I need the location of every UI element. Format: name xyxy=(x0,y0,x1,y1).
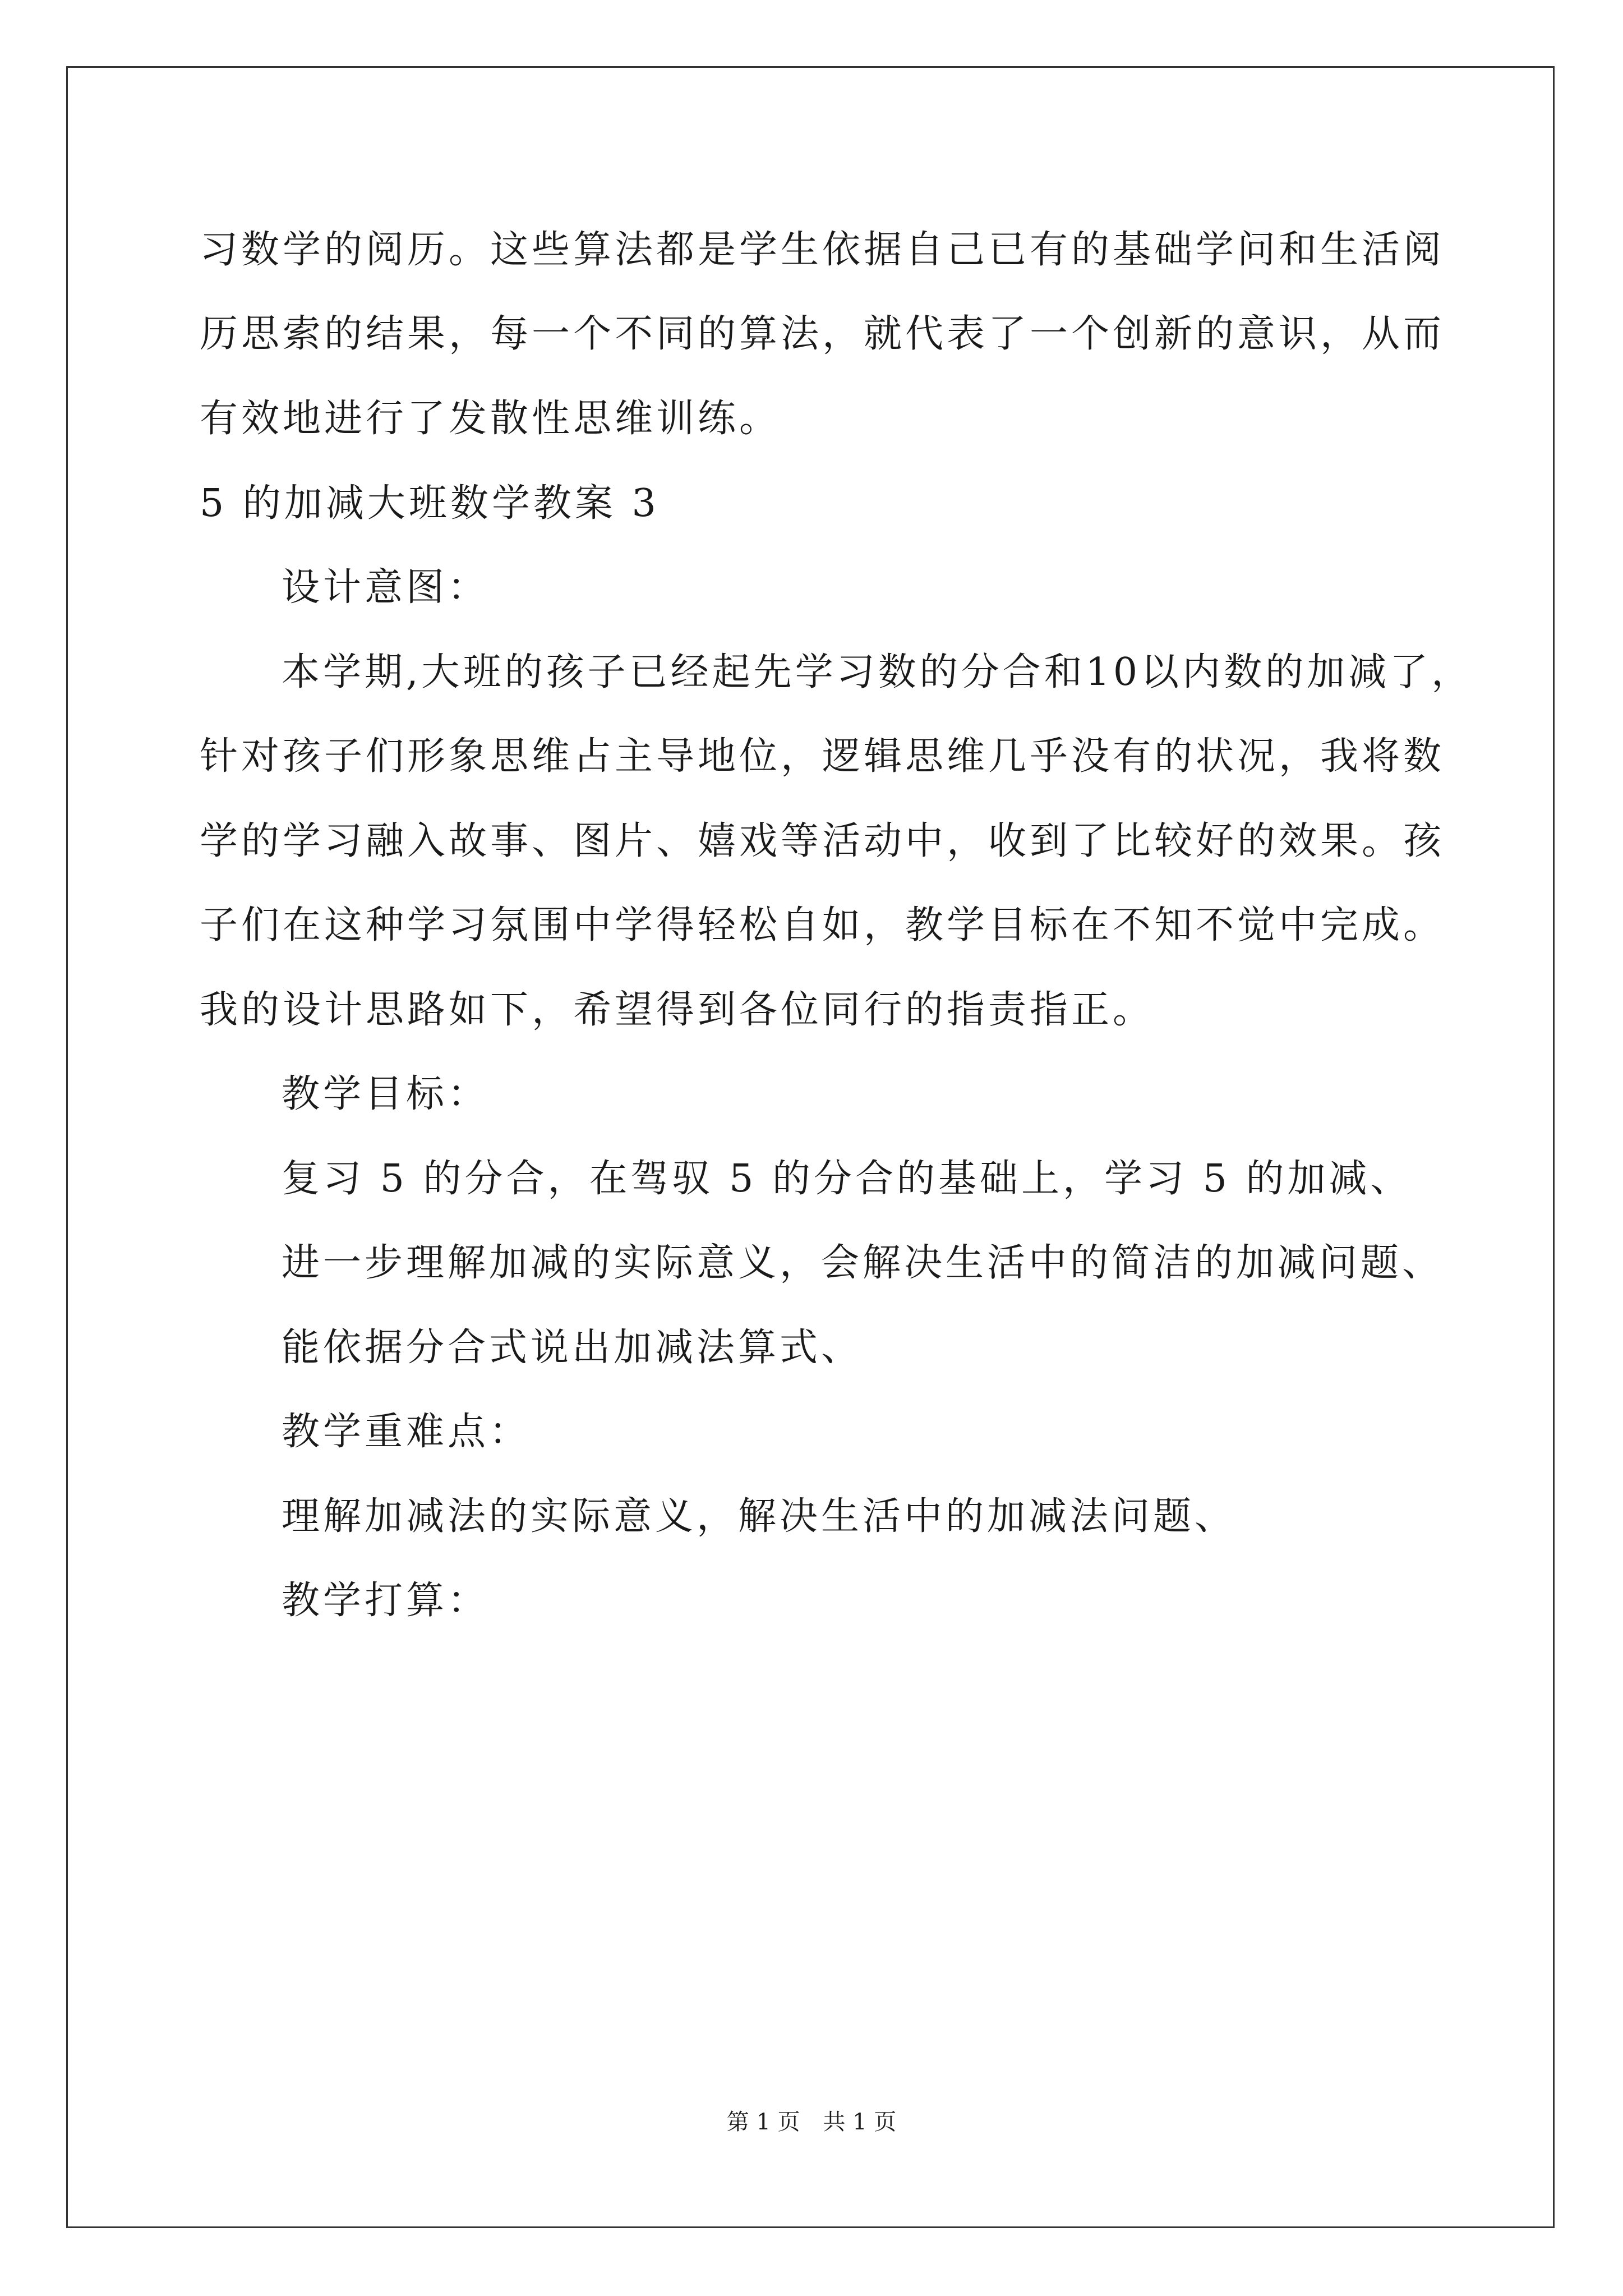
subheading-teaching-prep: 教学打算： xyxy=(282,1579,490,1623)
subheading-key-difficulties: 教学重难点： xyxy=(282,1410,531,1454)
text-line: 进一步理解加减的实际意义，会解决生活中的简洁的加减问题、 xyxy=(282,1241,1444,1285)
text-line: 复习 5 的分合，在驾驭 5 的分合的基础上，学习 5 的加减、 xyxy=(282,1157,1412,1201)
text-line: 我的设计思路如下，希望得到各位同行的指责指正。 xyxy=(200,988,1155,1032)
text-line: 子们在这种学习氛围中学得轻松自如，教学目标在不知不觉中完成。 xyxy=(200,903,1445,947)
text-line: 能依据分合式说出加减法算式、 xyxy=(282,1326,863,1370)
subheading-design-intent: 设计意图： xyxy=(282,565,490,610)
text-line: 学的学习融入故事、图片、嬉戏等活动中，收到了比较好的效果。孩 xyxy=(200,819,1445,863)
page-total: 共 1 页 xyxy=(823,2109,897,2135)
section-heading: 5 的加减大班数学教案 3 xyxy=(200,481,660,526)
text-line: 本学期,大班的孩子已经起先学习数的分合和10以内数的加减了， xyxy=(282,650,1473,694)
text-line: 习数学的阅历。这些算法都是学生依据自己已有的基础学问和生活阅 xyxy=(200,228,1445,272)
subheading-teaching-goals: 教学目标： xyxy=(282,1072,490,1116)
text-line: 理解加减法的实际意义，解决生活中的加减法问题、 xyxy=(282,1494,1237,1539)
text-line: 有效地进行了发散性思维训练。 xyxy=(200,397,781,441)
text-line: 历思索的结果，每一个不同的算法，就代表了一个创新的意识，从而 xyxy=(200,312,1445,356)
text-line: 针对孩子们形象思维占主导地位，逻辑思维几乎没有的状况，我将数 xyxy=(200,734,1445,779)
page-number: 第 1 页 xyxy=(726,2109,800,2135)
page-footer xyxy=(0,2108,1623,2136)
